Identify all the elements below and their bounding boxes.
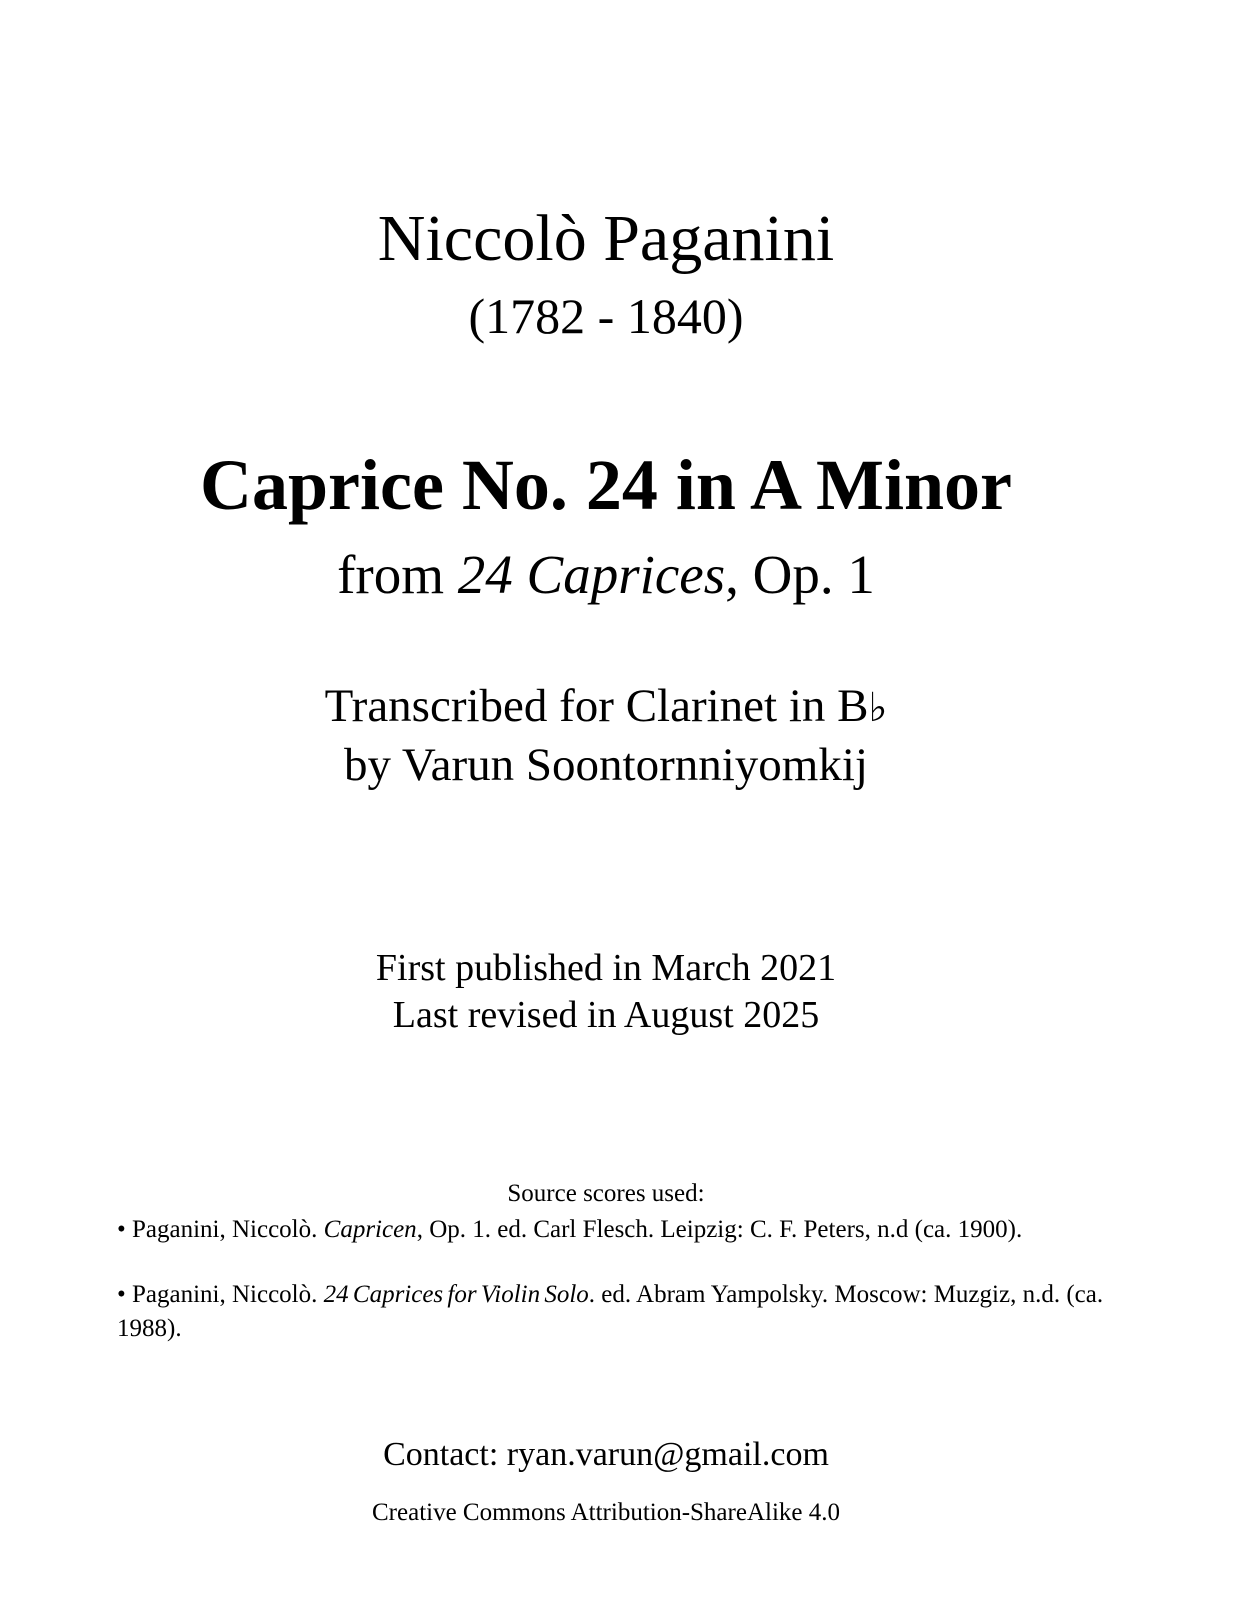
last-revised: Last revised in August 2025 xyxy=(392,994,820,1036)
source-author: • Paganini, Niccolò. xyxy=(117,1216,324,1243)
contact-email: Contact: ryan.varun@gmail.com xyxy=(383,1436,829,1473)
transcription-text: Transcribed for Clarinet in B xyxy=(324,680,869,732)
source-author: • Paganini, Niccolò. xyxy=(117,1281,324,1308)
source-title: Capricen xyxy=(323,1216,417,1243)
flat-symbol: ♭ xyxy=(868,685,888,731)
work-title: Caprice No. 24 in A Minor xyxy=(200,445,1012,525)
license-text: Creative Commons Attribution-ShareAlike 4.0 xyxy=(372,1499,840,1526)
composer-name: Niccolò Paganini xyxy=(377,202,835,275)
work-subtitle xyxy=(0,544,1212,605)
source-details: . ed. Abram Yampolsky. Moscow: Muzgiz, n.d. (ca. 1988). xyxy=(117,1281,1104,1342)
transcriber-byline: by Varun Soontornniyomkij xyxy=(344,739,868,791)
transcription-line xyxy=(0,680,1212,732)
source-title: 24 Caprices for Violin Solo xyxy=(323,1281,589,1308)
composer-dates: (1782 - 1840) xyxy=(468,288,744,344)
source-item xyxy=(117,1278,1137,1346)
sources-heading: Source scores used: xyxy=(507,1180,705,1207)
source-details: , Op. 1. ed. Carl Flesch. Leipzig: C. F. Peters, n.d (ca. 1900). xyxy=(416,1216,1023,1243)
subtitle-prefix: from xyxy=(337,544,458,605)
source-item xyxy=(117,1213,1137,1247)
collection-title: 24 Caprices xyxy=(457,544,726,605)
opus-number: , Op. 1 xyxy=(725,544,875,605)
first-published: First published in March 2021 xyxy=(375,947,837,989)
